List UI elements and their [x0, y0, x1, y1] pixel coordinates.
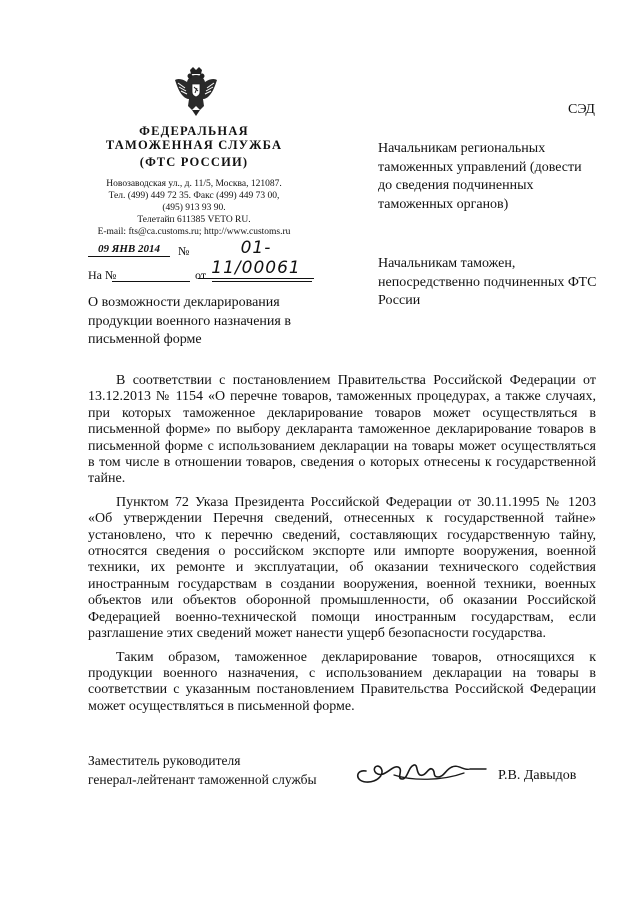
reply-to-date-label: от — [195, 268, 207, 282]
reply-to-date-field — [212, 281, 312, 282]
addressee-customs-heads: Начальникам таможен, непосредственно подчиненных ФТС России — [378, 256, 597, 308]
org-name-line-2: ТАМОЖЕННАЯ СЛУЖБА — [105, 138, 283, 152]
coat-of-arms-icon — [173, 66, 219, 118]
contact-email: E-mail: fts@ca.customs.ru; http://www.customs.ru — [97, 227, 291, 237]
body-paragraph: Таким образом, таможенное декларирование товаров, относящихся к продукции военного назначения, с использованием декларации на товары в соответствии с указанным постановлением Правительства Российской Федерации может осуществляться в письменной форме. — [88, 649, 596, 714]
contact-teletype: Телетайп 611385 VETO RU. — [137, 215, 251, 225]
registration-number-label: № — [178, 244, 190, 258]
org-name-line-1: ФЕДЕРАЛЬНАЯ — [139, 124, 249, 138]
letter-body — [88, 373, 596, 722]
reply-to-number-field — [112, 281, 190, 282]
addressee-regional-directorates: Начальникам региональных таможенных управлений (довести до сведения подчиненных таможенных органов) — [378, 141, 582, 212]
letter-subject: О возможности декларирования продукции военного назначения в письменной форме — [88, 295, 291, 347]
registration-number: 01-11/00061 — [198, 238, 314, 279]
org-name-line-3: (ФТС РОССИИ) — [139, 155, 249, 169]
reply-to-number-label: На № — [88, 268, 117, 282]
signatory-position — [88, 752, 348, 789]
signatory-position-line-1: Заместитель руководителя — [88, 753, 241, 768]
body-paragraph: Пунктом 72 Указа Президента Российской Федерации от 30.11.1995 № 1203 «Об утверждении Перечня сведений, отнесенных к государственной тайне» установлено, что к перечню сведений, составляющих государственную тайну, относятся сведения о российском экспорте или импорте вооружения, военной техники, их ремонте и эксплуатации, об оказании технического содействия иностранным государствам в создании вооружения, военной техники, военных объектов или объектов оборонной промышленности, об оказании Российской Федерацией военно-технической помощи иностранным государствам, если разглашение этих сведений может нанести ущерб безопасности государства. — [88, 494, 596, 642]
document-marking: СЭД — [568, 102, 595, 117]
contact-address: Новозаводская ул., д. 11/5, Москва, 121087. — [106, 179, 282, 189]
signatory-name: Р.В. Давыдов — [498, 768, 577, 783]
handwritten-signature-icon — [352, 755, 490, 791]
body-paragraph: В соответствии с постановлением Правительства Российской Федерации от 13.12.2013 № 1154 «О перечне товаров, таможенных процедурах, а также случаях, при которых таможенное декларирование товаров может осуществляться в письменной форме» по выбору декларанта таможенное декларирование товаров в письменной форме с использованием декларации на товары может осуществляться в том числе в отношении товаров, сведения о которых отнесены к государственной тайне. — [88, 373, 596, 487]
registration-date: 09 ЯНВ 2014 — [88, 243, 170, 257]
contact-phone-2: (495) 913 93 90. — [162, 203, 226, 213]
contact-phone: Тел. (499) 449 72 35. Факс (499) 449 73 00, — [108, 191, 280, 201]
signatory-position-line-2: генерал-лейтенант таможенной службы — [88, 771, 317, 787]
